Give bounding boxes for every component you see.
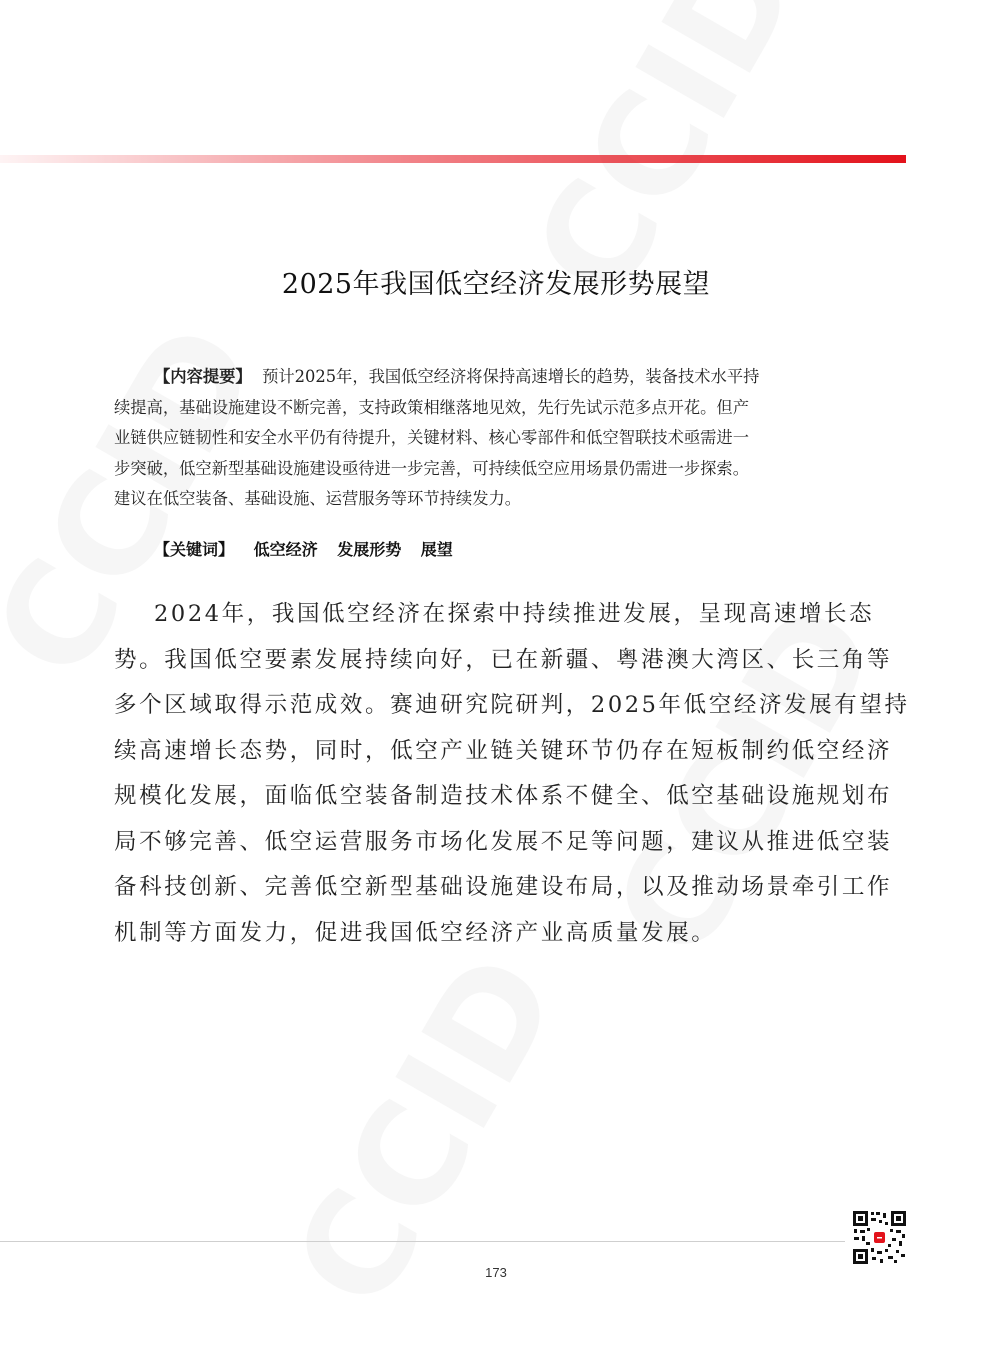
abstract-line: 步突破，低空新型基础设施建设亟待进一步完善，可持续低空应用场景仍需进一步探索。: [114, 458, 749, 478]
body-paragraph: [114, 592, 908, 956]
body-line: 备科技创新、完善低空新型基础设施建设布局，以及推动场景牵引工作: [114, 874, 893, 900]
page-number: 173: [485, 1265, 507, 1280]
keyword: 低空经济: [253, 540, 318, 559]
keywords-heading: 【关键词】: [154, 540, 235, 559]
body-line: 续高速增长态势，同时，低空产业链关键环节仍存在短板制约低空经济: [114, 737, 893, 764]
body-line: 规模化发展，面临低空装备制造技术体系不健全、低空基础设施规划布: [114, 783, 893, 809]
body-line: 多个区域取得示范成效。赛迪研究院研判，2025年低空经济发展有望持: [114, 692, 910, 718]
abstract-line: 【内容提要】 预计2025年，我国低空经济将保持高速增长的趋势，装备技术水平持: [154, 367, 760, 386]
keyword: 展望: [420, 540, 453, 559]
body-line: 2024年，我国低空经济在探索中持续推进发展，呈现高速增长态: [154, 601, 875, 627]
abstract-line: 建议在低空装备、基础设施、运营服务等环节持续发力。: [114, 489, 522, 508]
body-line: 局不够完善、低空运营服务市场化发展不足等问题，建议从推进低空装: [114, 828, 893, 855]
body-line: 机制等方面发力，促进我国低空经济产业高质量发展。: [114, 919, 717, 946]
qr-code-icon[interactable]: [852, 1210, 907, 1265]
footer-rule: [0, 1241, 845, 1242]
abstract: [114, 362, 908, 515]
body-line: 势。我国低空要素发展持续向好，已在新疆、粤港澳大湾区、长三角等: [114, 646, 893, 673]
page-title: 2025年我国低空经济发展形势展望: [281, 269, 711, 300]
abstract-heading: 【内容提要】: [154, 367, 252, 386]
abstract-line: 业链供应链韧性和安全水平仍有待提升，关键材料、核心零部件和低空智联技术亟需进一: [114, 428, 749, 447]
header-red-rule: [0, 155, 906, 163]
abstract-line: 续提高，基础设施建设不断完善，支持政策相继落地见效，先行先试示范多点开花。但产: [114, 397, 749, 417]
keyword: 发展形势: [337, 540, 402, 559]
keywords: [154, 535, 467, 565]
